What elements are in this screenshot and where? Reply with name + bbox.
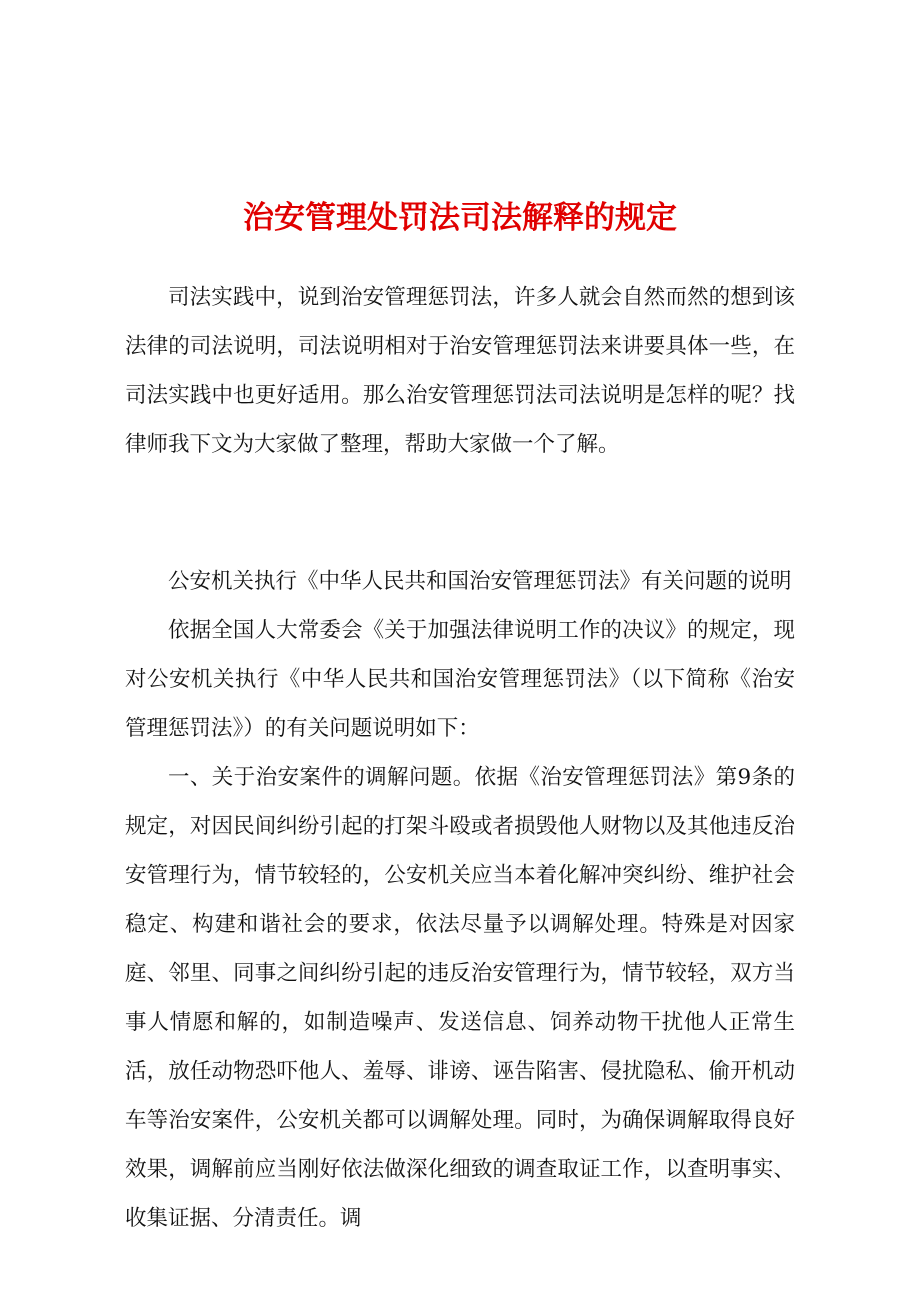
intro-paragraph: 司法实践中，说到治安管理惩罚法，许多人就会自然而然的想到该法律的司法说明，司法说明相对于治安管理惩罚法来讲要具体一些，在司法实践中也更好适用。那么治安管理惩罚法司法说明是怎样的呢？找律师我下文为大家做了整理，帮助大家做一个了解。 (125, 285, 795, 457)
document-title: 治安管理处罚法司法解释的规定 (243, 200, 677, 236)
paragraph-spacer (125, 469, 795, 557)
preamble-paragraph: 依据全国人大常委会《关于加强法律说明工作的决议》的规定，现对公安机关执行《中华人民共和国治安管理惩罚法》（以下简称《治安管理惩罚法》）的有关问题说明如下： (125, 618, 795, 741)
section-heading: 公安机关执行《中华人民共和国治安管理惩罚法》有关问题的说明 (168, 569, 792, 594)
section-1-paragraph: 一、关于治安案件的调解问题。依据《治安管理惩罚法》第9条的规定，对因民间纠纷引起的打架斗殴或者损毁他人财物以及其他违反治安管理行为，情节较轻的，公安机关应当本着化解冲突纠纷、维护社会稳定、构建和谐社会的要求，依法尽量予以调解处理。特殊是对因家庭、邻里、同事之间纠纷引起的违反治安管理行为，情节较轻，双方当事人情愿和解的，如制造噪声、发送信息、饲养动物干扰他人正常生活，放任动物恐吓他人、羞辱、诽谤、诬告陷害、侵扰隐私、偷开机动车等治安案件，公安机关都可以调解处理。同时，为确保调解取得良好效果，调解前应当刚好依法做深化细致的调查取证工作，以查明事实、收集证据、分清责任。调 (125, 765, 795, 1231)
document-body (125, 273, 795, 1243)
